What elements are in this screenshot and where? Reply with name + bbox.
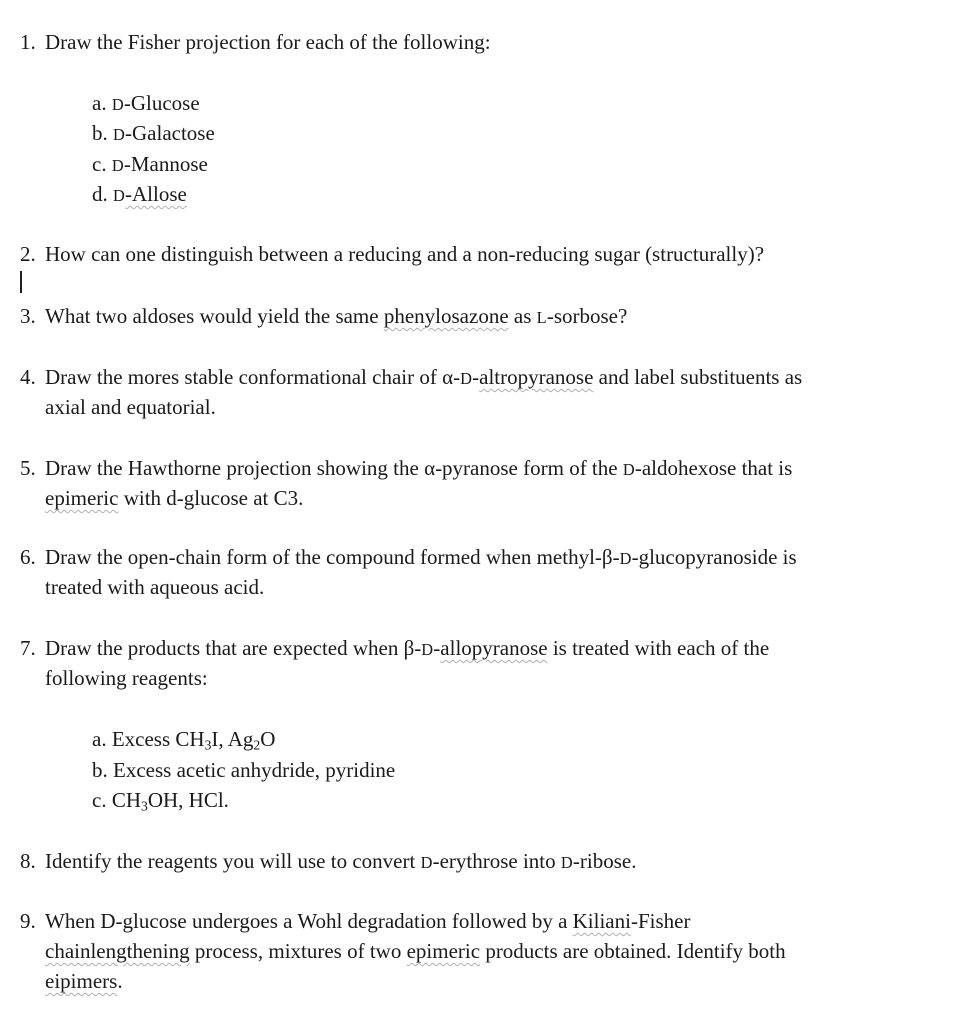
list-item [92,89,200,119]
question-number: 4. [20,365,36,389]
question-4 [20,363,802,393]
question-text: and label substituents as [593,365,803,389]
question-8 [20,847,636,877]
item-letter: c. [92,152,107,176]
question-text: products are obtained. Identify both [480,939,786,963]
small-caps-prefix: D [619,549,632,568]
question-7-continuation [45,664,208,692]
item-letter: c. [92,788,107,812]
question-1 [20,28,491,56]
question-number: 1. [20,30,36,54]
spellcheck-word: Kiliani [572,909,631,933]
list-item [92,786,229,814]
question-text: treated with aqueous acid. [45,575,265,599]
question-3 [20,302,627,332]
question-2 [20,240,764,268]
list-item [92,119,215,149]
subscript: 3 [141,798,148,814]
question-9 [20,907,690,935]
question-text: How can one distinguish between a reducing and a non-reducing sugar (structurally)? [45,242,765,266]
question-9-continuation [45,937,786,965]
small-caps-prefix: L [536,308,547,327]
item-letter: a. [92,91,107,115]
small-caps-prefix: D [560,853,573,872]
list-item [92,756,395,784]
question-text: process, mixtures of two [189,939,407,963]
question-text: -aldohexose that is [634,456,793,480]
item-text: O [260,727,276,751]
question-5-continuation [45,484,303,512]
question-5 [20,454,792,484]
spellcheck-word: altropyranose [479,365,594,389]
subscript: 2 [253,737,261,753]
question-9-continuation [45,967,123,995]
question-text: - [433,636,441,660]
item-text: Excess acetic anhydride, pyridine [113,758,396,782]
question-7 [20,634,769,664]
question-text: as [508,304,537,328]
small-caps-prefix: D [460,369,473,388]
question-number: 9. [20,909,36,933]
small-caps-prefix: D [420,853,433,872]
small-caps-prefix: D [421,640,434,659]
question-text: Draw the Hawthorne projection showing the α-pyranose form of the [45,456,623,480]
list-item [92,180,187,210]
question-text: Draw the products that are expected when β- [45,636,422,660]
small-caps-prefix: D [111,156,124,175]
small-caps-prefix: D [622,460,635,479]
question-6-continuation [45,573,264,601]
question-text: -glucopyranoside is [631,545,797,569]
small-caps-prefix: D [111,95,124,114]
item-text: CH [111,788,142,812]
list-item [92,150,208,180]
item-text: -Glucose [123,91,200,115]
item-text: -Allose [125,182,187,206]
question-number: 5. [20,456,36,480]
question-text: following reagents: [45,666,208,690]
question-text: - [472,365,480,389]
spellcheck-word: chainlengthening [45,939,190,963]
item-text: -Galactose [125,121,215,145]
question-text: -sorbose? [546,304,628,328]
item-text: Excess CH [111,727,205,751]
item-text: -Mannose [123,152,208,176]
spellcheck-word: eipimers [45,969,118,993]
spellcheck-word: phenylosazone [383,304,509,328]
question-text: Draw the mores stable conformational chair of α- [45,365,461,389]
question-4-continuation [45,393,216,421]
question-number: 8. [20,849,36,873]
question-text: . [117,969,123,993]
spellcheck-word: epimeric [406,939,481,963]
question-number: 6. [20,545,36,569]
question-number: 7. [20,636,36,660]
question-text: -ribose. [572,849,637,873]
small-caps-prefix: D [113,186,126,205]
question-text: -erythrose into [432,849,561,873]
spellcheck-word: epimeric [45,486,119,510]
subscript: 3 [204,737,212,753]
question-text: Draw the open-chain form of the compound formed when methyl-β- [45,545,620,569]
question-number: 3. [20,304,36,328]
question-text: is treated with each of the [547,636,770,660]
item-letter: b. [92,758,108,782]
question-text: -Fisher [630,909,691,933]
question-text: with d-glucose at C3. [118,486,304,510]
list-item [92,725,275,753]
spellcheck-word: allopyranose [440,636,548,660]
question-number: 2. [20,242,36,266]
question-text: Identify the reagents you will use to convert [45,849,421,873]
question-6 [20,543,797,573]
question-text: axial and equatorial. [45,395,216,419]
item-text: I, Ag [211,727,254,751]
text-cursor [20,271,22,293]
question-text: Draw the Fisher projection for each of the following: [45,30,491,54]
question-text: When D-glucose undergoes a Wohl degradation followed by a [45,909,573,933]
question-text: What two aldoses would yield the same [45,304,384,328]
item-text: OH, HCl. [147,788,229,812]
item-letter: b. [92,121,108,145]
small-caps-prefix: D [113,125,126,144]
item-letter: d. [92,182,108,206]
item-letter: a. [92,727,107,751]
